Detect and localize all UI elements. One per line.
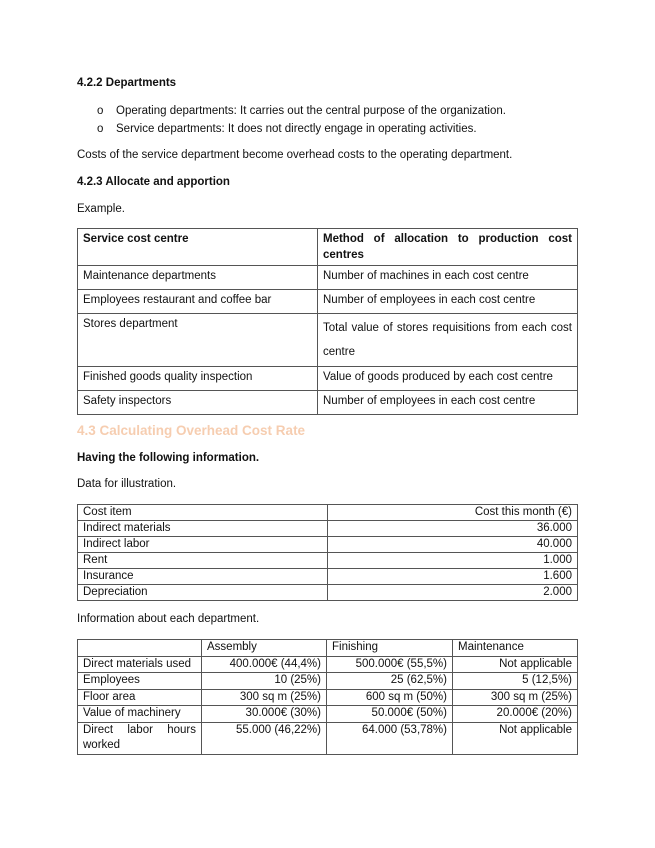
cell-service: Finished goods quality inspection — [78, 367, 318, 391]
bullet-text: Operating departments: It carries out the central purpose of the organization. — [116, 105, 506, 117]
cell-row-label: Value of machinery — [78, 706, 202, 723]
header-cost-this-month: Cost this month (€) — [328, 505, 578, 521]
example-label: Example. — [77, 203, 125, 215]
cell-method: Number of employees in each cost centre — [318, 391, 578, 415]
header-maintenance: Maintenance — [453, 640, 578, 657]
cell-finishing: 64.000 (53,78%) — [327, 722, 453, 754]
cell-cost-item: Indirect materials — [78, 521, 328, 537]
table-row — [78, 553, 578, 569]
cell-service: Maintenance departments — [78, 266, 318, 290]
cell-cost-item: Indirect labor — [78, 537, 328, 553]
table-header-row — [78, 505, 578, 521]
cell-cost-value: 36.000 — [328, 521, 578, 537]
table-header-row — [78, 229, 578, 266]
cell-service: Employees restaurant and coffee bar — [78, 290, 318, 314]
cell-maintenance: Not applicable — [453, 656, 578, 673]
cost-items-table — [77, 504, 578, 601]
department-info-table — [77, 639, 578, 755]
overhead-costs-paragraph: Costs of the service department become overhead costs to the operating department. — [77, 149, 513, 161]
cell-finishing: 25 (62,5%) — [327, 673, 453, 690]
bullet-marker: o — [97, 123, 104, 135]
cell-row-label: Direct labor hours worked — [78, 722, 202, 754]
cell-cost-value: 2.000 — [328, 585, 578, 601]
cell-row-label: Direct materials used — [78, 656, 202, 673]
table-row — [78, 569, 578, 585]
cell-cost-item: Depreciation — [78, 585, 328, 601]
cell-method: Total value of stores requisitions from each cost centre — [318, 314, 578, 367]
cell-maintenance: 5 (12,5%) — [453, 673, 578, 690]
allocation-methods-table — [77, 228, 578, 415]
header-allocation-method: Method of allocation to production cost centres — [318, 229, 578, 266]
cell-method: Number of machines in each cost centre — [318, 266, 578, 290]
bullet-item — [97, 120, 506, 138]
cell-assembly: 55.000 (46,22%) — [202, 722, 327, 754]
table-row — [78, 367, 578, 391]
cell-cost-value: 1.600 — [328, 569, 578, 585]
heading-4-3: 4.3 Calculating Overhead Cost Rate — [77, 423, 306, 438]
table-row — [78, 585, 578, 601]
cell-method: Value of goods produced by each cost centre — [318, 367, 578, 391]
table-row — [78, 521, 578, 537]
table-row — [78, 266, 578, 290]
cell-finishing: 600 sq m (50%) — [327, 689, 453, 706]
cell-finishing: 500.000€ (55,5%) — [327, 656, 453, 673]
header-finishing: Finishing — [327, 640, 453, 657]
header-cost-item: Cost item — [78, 505, 328, 521]
header-empty — [78, 640, 202, 657]
header-service-cost-centre: Service cost centre — [78, 229, 318, 266]
table-row — [78, 537, 578, 553]
table-row — [78, 391, 578, 415]
cell-service: Stores department — [78, 314, 318, 367]
bullet-text: Service departments: It does not directly engage in operating activities. — [116, 123, 477, 135]
cell-service: Safety inspectors — [78, 391, 318, 415]
cell-maintenance: 300 sq m (25%) — [453, 689, 578, 706]
cell-row-label: Floor area — [78, 689, 202, 706]
bullet-item — [97, 102, 506, 120]
table-row — [78, 706, 578, 723]
cell-finishing: 50.000€ (50%) — [327, 706, 453, 723]
table-row — [78, 689, 578, 706]
table-row — [78, 656, 578, 673]
cell-maintenance: 20.000€ (20%) — [453, 706, 578, 723]
heading-4-2-3: 4.2.3 Allocate and apportion — [77, 176, 230, 188]
bullet-marker: o — [97, 105, 104, 117]
data-illustration-label: Data for illustration. — [77, 478, 177, 490]
cell-cost-value: 1.000 — [328, 553, 578, 569]
subheading-following-information: Having the following information. — [77, 452, 260, 464]
cell-cost-item: Insurance — [78, 569, 328, 585]
cell-method: Number of employees in each cost centre — [318, 290, 578, 314]
cell-assembly: 400.000€ (44,4%) — [202, 656, 327, 673]
table-row — [78, 290, 578, 314]
departments-bullet-list — [97, 102, 506, 138]
table-header-row — [78, 640, 578, 657]
cell-assembly: 30.000€ (30%) — [202, 706, 327, 723]
cell-row-label: Employees — [78, 673, 202, 690]
cell-assembly: 10 (25%) — [202, 673, 327, 690]
table-row — [78, 314, 578, 367]
department-info-label: Information about each department. — [77, 613, 260, 625]
header-assembly: Assembly — [202, 640, 327, 657]
table-row — [78, 673, 578, 690]
cell-maintenance: Not applicable — [453, 722, 578, 754]
table-row — [78, 722, 578, 754]
cell-assembly: 300 sq m (25%) — [202, 689, 327, 706]
heading-4-2-2: 4.2.2 Departments — [77, 77, 177, 89]
cell-cost-value: 40.000 — [328, 537, 578, 553]
cell-cost-item: Rent — [78, 553, 328, 569]
